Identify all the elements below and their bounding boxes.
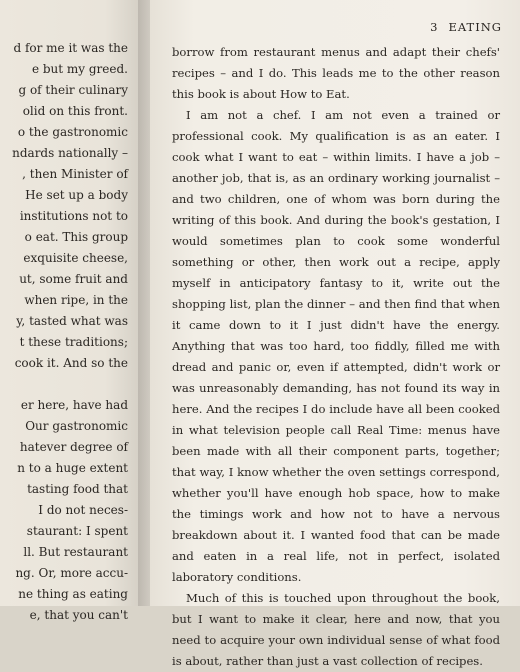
body-text [172, 42, 500, 672]
left-page-line: ll. But restaurant [23, 545, 128, 559]
left-page-line: ne thing as eating [18, 587, 128, 601]
paragraph-1: borrow from restaurant menus and adapt their chefs' recipes – and I do. This leads me to the other reason this book is about How to Eat. [172, 45, 500, 101]
page-number: 3 [430, 20, 439, 34]
left-page-line: ndards nationally – [12, 146, 128, 160]
left-page-line: ut, some fruit and [19, 272, 128, 286]
left-page-line: hatever degree of [19, 440, 128, 454]
paragraph-2: I am not a chef. I am not even a trained or professional cook. My qualification is as an eater. I cook what I want to eat – within limits. I have a job – another job, that is, as an ordinary working journalist – and two children, one of whom was born during the writing of this book. And during the book's gestation, I would sometimes plan to cook some wonderful something or other, then work out a recipe, apply myself in anticipatory fantasy to it, write out the shopping list, plan the dinner – and then find that when it came down to it I just didn't have the energy. Anything that was too hard, too fiddly, filled me with dread and panic or, even if attempted, didn't work or was unreasonably demanding, has not found its way in here. And the recipes I do include have all been cooked in what television people call Real Time: menus have been made with all their component parts, together; that way, I know whether the oven settings correspond, whether you'll have enough hob space, how to make the timings work and how not to have a nervous breakdown about it. I wanted food that can be made and eaten in a real life, not in perfect, isolated laboratory conditions. [172, 108, 500, 584]
left-page-line: institutions not to [19, 209, 128, 223]
left-page-line: y, tasted what was [16, 314, 128, 328]
left-page-line: e but my greed. [31, 62, 128, 76]
left-page-line: o eat. This group [24, 230, 128, 244]
right-page [150, 0, 520, 668]
left-page-line: He set up a body [25, 188, 128, 202]
running-head-title: EATING [448, 20, 502, 34]
left-page-line: tasting food that [27, 482, 128, 496]
running-head [430, 20, 502, 34]
left-page-line: e, that you can't [29, 608, 128, 622]
left-page-line: cook it. And so the [14, 356, 128, 370]
left-page-line: staurant: I spent [26, 524, 128, 538]
left-page-line: d for me it was the [13, 41, 128, 55]
left-page-line: when ripe, in the [24, 293, 128, 307]
left-page-line: er here, have had [20, 398, 128, 412]
left-page-line: g of their culinary [18, 83, 128, 97]
left-page-line: Our gastronomic [25, 419, 128, 433]
paragraph-3: Much of this is touched upon throughout the book, but I want to make it clear, here and now, that you need to acquire your own individual sense of what food is about, rather than just a vast collection of recipes. [172, 591, 500, 668]
left-page-line: olid on this front. [22, 104, 128, 118]
left-page-line: o the gastronomic [17, 125, 128, 139]
left-page [0, 0, 150, 622]
left-page-line: exquisite cheese, [23, 251, 128, 265]
left-page-line: t these traditions; [19, 335, 128, 349]
left-page-line: ng. Or, more accu- [15, 566, 128, 580]
left-page-line: I do not neces- [38, 503, 128, 517]
left-page-line [0, 374, 128, 395]
left-page-text [0, 38, 128, 626]
left-page-line: , then Minister of [22, 167, 128, 181]
left-page-line: n to a huge extent [17, 461, 128, 475]
